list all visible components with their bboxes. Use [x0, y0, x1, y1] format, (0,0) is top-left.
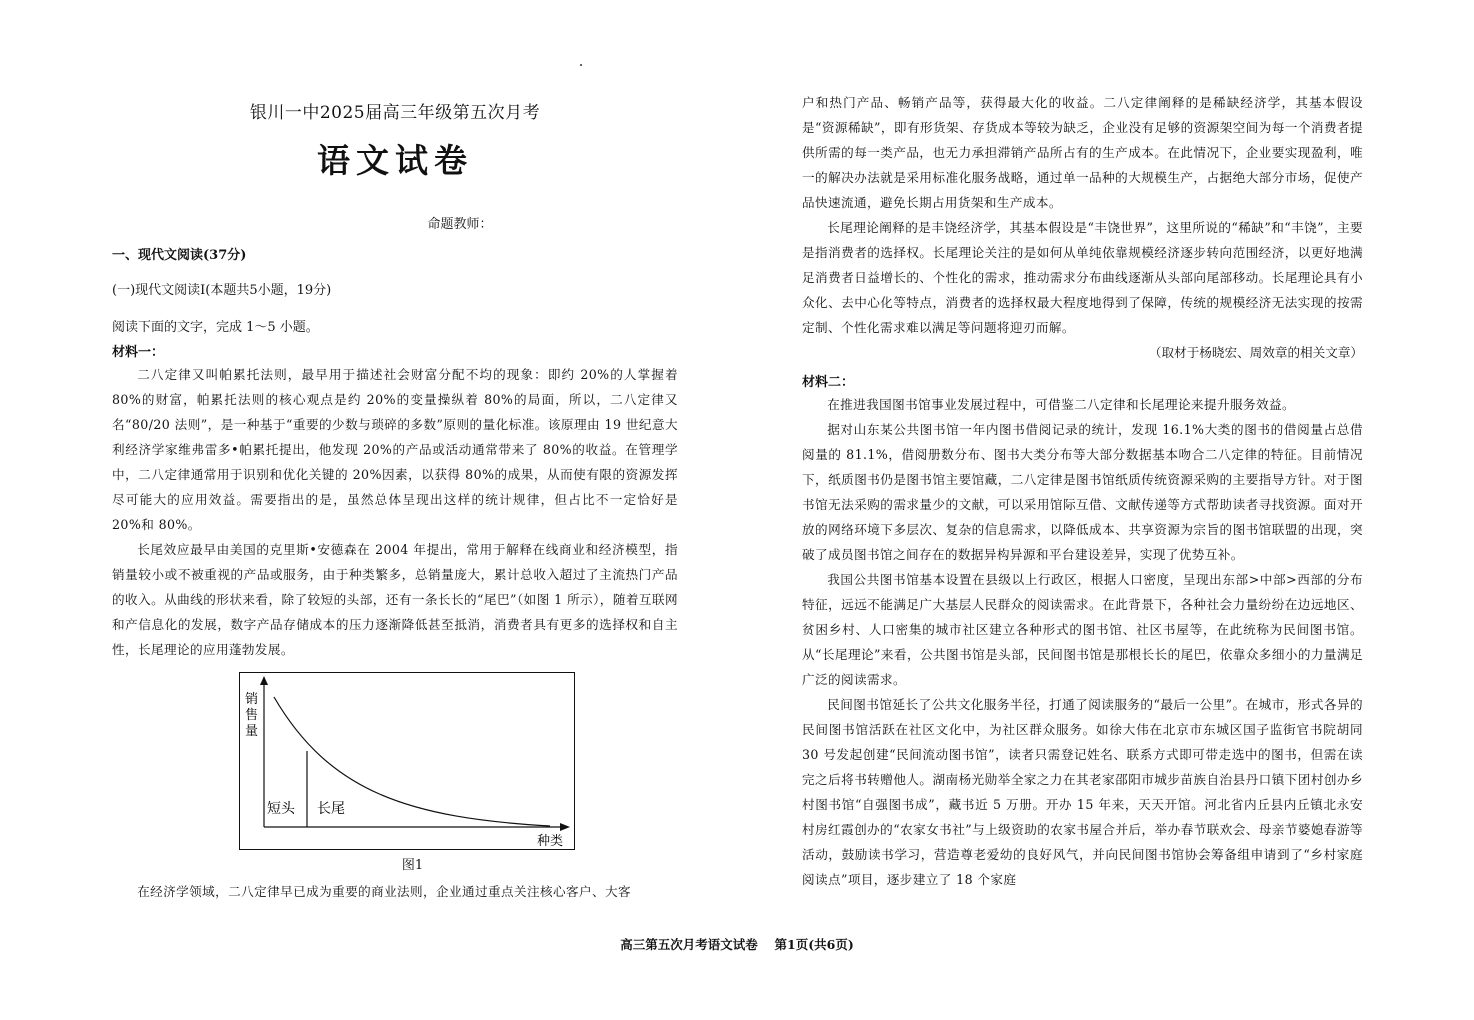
- x-axis-arrow-icon: [560, 823, 570, 831]
- material1-label: 材料一：: [112, 345, 165, 360]
- long-tail-figure: [239, 672, 575, 850]
- material1-paragraph-4: 长尾理论阐释的是丰饶经济学，其基本假设是“丰饶世界”，这里所说的“稀缺”和“丰饶”，主要是指消费者的选择权。长尾理论关注的是如何从单纯依靠规模经济逐步转向范围经济，以更好地满足消费者日益增长的、个性化的需求，推动需求分布曲线逐渐从头部向尾部移动。长尾理论具有小众化、去中心化等特点，消费者的选择权最大程度地得到了保障，传统的规模经济无法实现的按需定制、个性化需求难以满足等问题将迎刃而解。: [802, 220, 1363, 335]
- section-title: 一、现代文阅读(37分): [112, 248, 247, 263]
- material2-paragraph-3: 我国公共图书馆基本设置在县级以上行政区，根据人口密度，呈现出东部>中部>西部的分布特征，远远不能满足广大基层人民群众的阅读需求。在此背景下，各种社会力量纷纷在边远地区、贫困乡村、人口密集的城市社区建立各种形式的图书馆、社区书屋等，在此统称为民间图书馆。从“长尾理论”来看，公共图书馆是头部，民间图书馆是那根长长的尾巴，依靠众多细小的力量满足广泛的阅读需求。: [802, 572, 1363, 687]
- right-column: [802, 90, 1363, 892]
- material2-paragraph-4: 民间图书馆延长了公共文化服务半径，打通了阅读服务的“最后一公里”。在城市，形式各异的民间图书馆活跃在社区文化中，为社区群众服务。如徐大伟在北京市东城区国子监街官书院胡同 30 号发起创建“民间流动图书馆”，读者只需登记姓名、联系方式即可带走选中的图书，但需在读完之后将书转赠他人。湖南杨光勋举全家之力在其老家邵阳市城步苗族自治县丹口镇下团村创办乡村图书馆“自强图书成”，藏书近 5 万册。开办 15 年来，天天开馆。河北省内丘县内丘镇北永安村房红霞创办的“农家女书社”与上级资助的农家书屋合并后，举办春节联欢会、母亲节婆媳春游等活动，鼓励读书学习，营造尊老爱幼的良好风气，并向民间图书馆协会筹备组申请到了“乡村家庭阅读点”项目，逐步建立了 18 个家庭: [802, 697, 1363, 887]
- material2-paragraph-1: 在推进我国图书馆事业发展过程中，可借鉴二八定律和长尾理论来提升服务效益。: [827, 397, 1295, 412]
- material1-paragraph-2: 长尾效应最早由美国的克里斯•安德森在 2004 年提出，常用于解释在线商业和经济模型，指销量较小或不被重视的产品或服务，由于种类繁多，总销量庞大，累计总收入超过了主流热门产品的收入。从曲线的形状来看，除了较短的头部，还有一条长长的“尾巴”（如图 1 所示），随着互联网和产信息化的发展，数字产品存储成本的压力逐渐降低甚至抵消，消费者具有更多的选择权和自主性，长尾理论的应用蓬勃发展。: [112, 542, 678, 657]
- subsection-title: (一)现代文阅读Ⅰ(本题共5小题，19分): [112, 283, 332, 298]
- material1-paragraph-3-continued: 户和热门产品、畅销产品等，获得最大化的收益。二八定律阐释的是稀缺经济学，其基本假设是“资源稀缺”，即有形货架、存货成本等较为缺乏，企业没有足够的资源架空间为每一个消费者提供所需的每一类产品，也无力承担滞销产品所占有的生产成本。在此情况下，企业要实现盈利，唯一的解决办法就是采用标准化服务战略，通过单一品种的大规模生产，占据绝大部分市场，促使产品快速流通，避免长期占用货架和生产成本。: [802, 95, 1363, 210]
- head-label: 短头: [267, 801, 295, 817]
- instruction: 阅读下面的文字，完成 1～5 小题。: [112, 320, 319, 335]
- material2-paragraph-2: 据对山东某公共图书馆一年内图书借阅记录的统计，发现 16.1%大类的图书的借阅量占总借阅量的 81.1%，借阅册数分布、图书大类分布等大部分数据基本吻合二八定律的特征。目前情况下，纸质图书仍是图书馆主要馆藏，二八定律是图书馆纸质传统资源采购的主要指导方针。对于图书馆无法采购的需求量少的文献，可以采用馆际互借、文献传递等方式帮助读者寻找资源。面对开放的网络环境下多层次、复杂的信息需求，以降低成本、共享资源为宗旨的图书馆联盟的出现，突破了成员图书馆之间存在的数据异构异源和平台建设差异，实现了优势互补。: [802, 422, 1363, 562]
- material1-paragraph-3-start: 在经济学领域，二八定律早已成为重要的商业法则，企业通过重点关注核心客户、大客: [137, 884, 631, 899]
- x-axis-label: 种类: [537, 834, 564, 849]
- scan-dot: [580, 64, 582, 66]
- left-column: [112, 90, 678, 904]
- page-footer: 高三第五次月考语文试卷 第1页(共6页): [620, 937, 854, 952]
- material1-source: （取材于杨晓宏、周效章的相关文章）: [1148, 345, 1363, 360]
- tail-label: 长尾: [317, 801, 345, 817]
- long-tail-chart: [240, 673, 574, 849]
- demand-curve: [274, 697, 550, 826]
- teacher-label: 命题教师：: [427, 217, 493, 232]
- exam-title: 语文试卷: [317, 141, 473, 180]
- y-axis-arrow-icon: [260, 676, 268, 685]
- y-axis-label: 销 售 量: [245, 692, 259, 739]
- material1-paragraph-1: 二八定律又叫帕累托法则，最早用于描述社会财富分配不均的现象：即约 20%的人掌握着 80%的财富，帕累托法则的核心观点是约 20%的变量操纵着 80%的局面，所以，二八定律又名“80/20 法则”，是一种基于“重要的少数与琐碎的多数”原则的量化标准。该原理由 19 世纪意大利经济学家维弗雷多•帕累托提出，他发现 20%的产品或活动通常带来了 80%的收益。在管理学中，二八定律通常用于识别和优化关键的 20%因素，以获得 80%的成果，从而使有限的资源发挥尽可能大的应用效益。需要指出的是，虽然总体呈现出这样的统计规律，但占比不一定恰好是 20%和 80%。: [112, 367, 678, 532]
- material2-label: 材料二：: [802, 375, 855, 390]
- school-title: 银川一中2025届高三年级第五次月考: [249, 103, 541, 123]
- figure-caption: 图1: [401, 858, 424, 873]
